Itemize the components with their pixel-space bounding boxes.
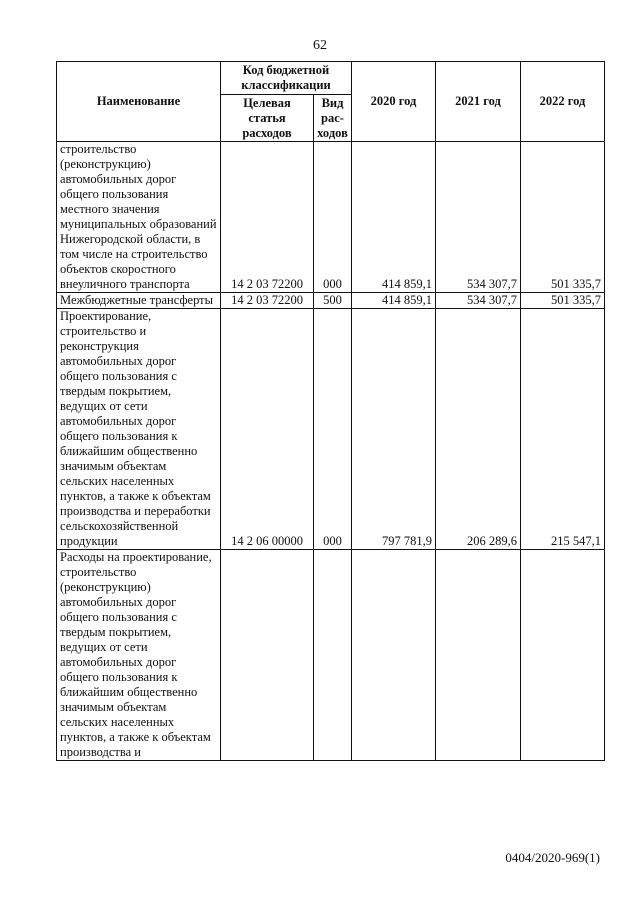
row-target-article: 14 2 03 72200 <box>221 142 314 293</box>
header-target-article: Целевая статья расходов <box>221 95 314 142</box>
header-2020: 2020 год <box>352 62 436 142</box>
table-row <box>57 293 605 309</box>
header-name: Наименование <box>57 62 221 142</box>
row-expense-type: 500 <box>314 293 352 309</box>
row-value-2020 <box>352 550 436 761</box>
row-name: Проектирование, строительство и реконструкция автомобильных дорог общего пользования с твердым покрытием, ведущих от сети автомобильных дорог общего пользования к ближайшим общественно значимым объектам сельских населенных пунктов, а также к объектам производства и переработки сельскохозяйственной продукции <box>57 309 221 550</box>
row-value-2022: 501 335,7 <box>521 293 605 309</box>
header-expense-type: Вид рас-ходов <box>314 95 352 142</box>
row-value-2022 <box>521 550 605 761</box>
row-value-2022: 501 335,7 <box>521 142 605 293</box>
row-expense-type <box>314 550 352 761</box>
header-row <box>57 62 605 95</box>
header-budget-code: Код бюджетной классификации <box>221 62 352 95</box>
row-target-article <box>221 550 314 761</box>
row-target-article: 14 2 06 00000 <box>221 309 314 550</box>
page-number: 62 <box>313 38 327 53</box>
row-value-2020: 797 781,9 <box>352 309 436 550</box>
row-value-2020: 414 859,1 <box>352 142 436 293</box>
row-expense-type: 000 <box>314 309 352 550</box>
row-target-article: 14 2 03 72200 <box>221 293 314 309</box>
row-value-2021 <box>436 550 521 761</box>
table-row <box>57 142 605 293</box>
row-value-2021: 206 289,6 <box>436 309 521 550</box>
document-code: 0404/2020-969(1) <box>505 850 600 865</box>
table-row <box>57 309 605 550</box>
header-2021: 2021 год <box>436 62 521 142</box>
row-value-2021: 534 307,7 <box>436 142 521 293</box>
row-name: Расходы на проектирование, строительство (реконструкцию) автомобильных дорог общего пользования с твердым покрытием, ведущих от сети автомобильных дорог общего пользования к ближайшим общественно значимым объектам сельских населенных пунктов, а также к объектам производства и <box>57 550 221 761</box>
row-value-2022: 215 547,1 <box>521 309 605 550</box>
budget-table <box>56 61 605 761</box>
header-2022: 2022 год <box>521 62 605 142</box>
row-value-2021: 534 307,7 <box>436 293 521 309</box>
row-expense-type: 000 <box>314 142 352 293</box>
table-row <box>57 550 605 761</box>
row-name: строительство (реконструкцию) автомобильных дорог общего пользования местного значения муниципальных образований Нижегородской области, в том числе на строительство объектов скоростного внеуличного транспорта <box>57 142 221 293</box>
row-value-2020: 414 859,1 <box>352 293 436 309</box>
row-name: Межбюджетные трансферты <box>57 293 221 309</box>
